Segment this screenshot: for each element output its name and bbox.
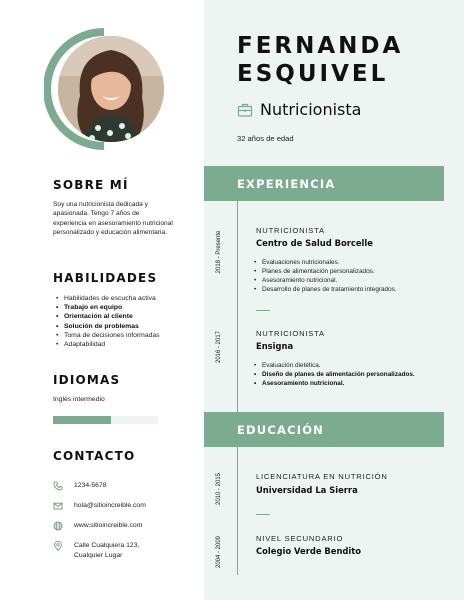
experience-timeline xyxy=(237,201,238,412)
divider xyxy=(256,310,270,311)
education-header xyxy=(204,412,444,447)
experience-title: EXPERIENCIA xyxy=(237,177,336,191)
job-2-role: NUTRICIONISTA xyxy=(256,329,325,338)
skills-list xyxy=(56,294,160,349)
edu-1-degree: LICENCIATURA EN NUTRICIÓN xyxy=(256,472,388,481)
email-link[interactable]: hola@sitioincreible.com xyxy=(74,502,146,509)
edu-1-dates: 2010 - 2015 xyxy=(216,472,222,506)
job-task: • Desarrollo de planes de tratamiento integrados. xyxy=(252,285,427,294)
divider xyxy=(256,514,270,515)
edu-2-dates: 2004 - 2009 xyxy=(216,535,222,569)
last-name: ESQUIVEL xyxy=(237,61,389,87)
first-name: FERNANDA xyxy=(237,33,404,59)
skill-item: • Habilidades de escucha activa xyxy=(56,294,160,303)
role-row xyxy=(237,100,361,119)
address-line-1: Calle Cualquiera 123, xyxy=(74,542,140,549)
job-1-role: NUTRICIONISTA xyxy=(256,226,325,235)
avatar xyxy=(58,36,164,142)
education-timeline xyxy=(237,447,238,575)
skill-item: • Adaptabilidad xyxy=(56,340,160,349)
skill-item: • Orientación al cliente xyxy=(56,312,160,321)
website-link[interactable]: www.sitioincreible.com xyxy=(74,522,143,529)
age-text: 32 años de edad xyxy=(237,134,294,143)
contact-web xyxy=(53,521,142,531)
address-line-2: Cualquier Lugar xyxy=(74,552,123,559)
phone-text: 1234-5678 xyxy=(74,482,107,489)
skill-item: • Trabajo en equipo xyxy=(56,303,160,312)
right-column xyxy=(204,0,464,600)
job-task: • Evaluaciones nutricionales. xyxy=(252,258,427,267)
languages-title: IDIOMAS xyxy=(53,373,121,387)
job-title: Nutricionista xyxy=(260,100,362,119)
experience-header xyxy=(204,166,444,201)
job-1-tasks xyxy=(252,258,427,294)
job-1-company: Centro de Salud Borcelle xyxy=(256,238,373,248)
mail-icon xyxy=(53,501,63,511)
edu-1-school: Universidad La Sierra xyxy=(256,485,358,495)
job-2-company: Ensigna xyxy=(256,341,294,351)
location-pin-icon xyxy=(53,541,63,551)
skill-item: • Solución de problemas xyxy=(56,322,160,331)
about-title: SOBRE MÍ xyxy=(53,178,129,192)
job-task: • Asesoramiento nutricional. xyxy=(252,379,427,388)
left-column xyxy=(0,0,204,600)
person-portrait-icon xyxy=(58,36,164,142)
skill-item: • Toma de decisiones informadas xyxy=(56,331,160,340)
job-task: • Asesoramiento nutricional. xyxy=(252,276,427,285)
briefcase-icon xyxy=(237,102,253,118)
about-text: Soy una nutricionista dedicada y apasionada. Tengo 7 años de experiencia en asesoramiento nutricional personalizado y educación alimentaria. xyxy=(53,201,173,237)
job-task: • Evaluación dietética. xyxy=(252,361,427,370)
contact-title: CONTACTO xyxy=(53,449,136,463)
edu-2-degree: NIVEL SECUNDARIO xyxy=(256,534,344,543)
language-label: Inglés intermedio xyxy=(53,396,105,403)
job-task: • Planes de alimentación personalizados. xyxy=(252,267,427,276)
education-title: EDUCACIÓN xyxy=(237,423,324,437)
phone-icon xyxy=(53,481,63,491)
language-level-bar xyxy=(53,416,158,424)
job-2-dates: 2016 - 2017 xyxy=(216,330,222,364)
job-2-tasks xyxy=(252,361,427,388)
language-level-fill xyxy=(53,416,111,424)
contact-email xyxy=(53,501,146,511)
job-1-dates: 2018 - Presente xyxy=(216,230,222,274)
page-title xyxy=(237,32,403,88)
profile-photo-frame xyxy=(44,26,164,152)
address-text xyxy=(74,541,139,561)
contact-phone xyxy=(53,481,107,491)
contact-address xyxy=(53,541,139,561)
edu-2-school: Colegio Verde Bendito xyxy=(256,546,362,556)
skills-title: HABILIDADES xyxy=(53,271,158,285)
globe-icon xyxy=(53,521,63,531)
job-task: • Diseño de planes de alimentación personalizados. xyxy=(252,370,427,379)
